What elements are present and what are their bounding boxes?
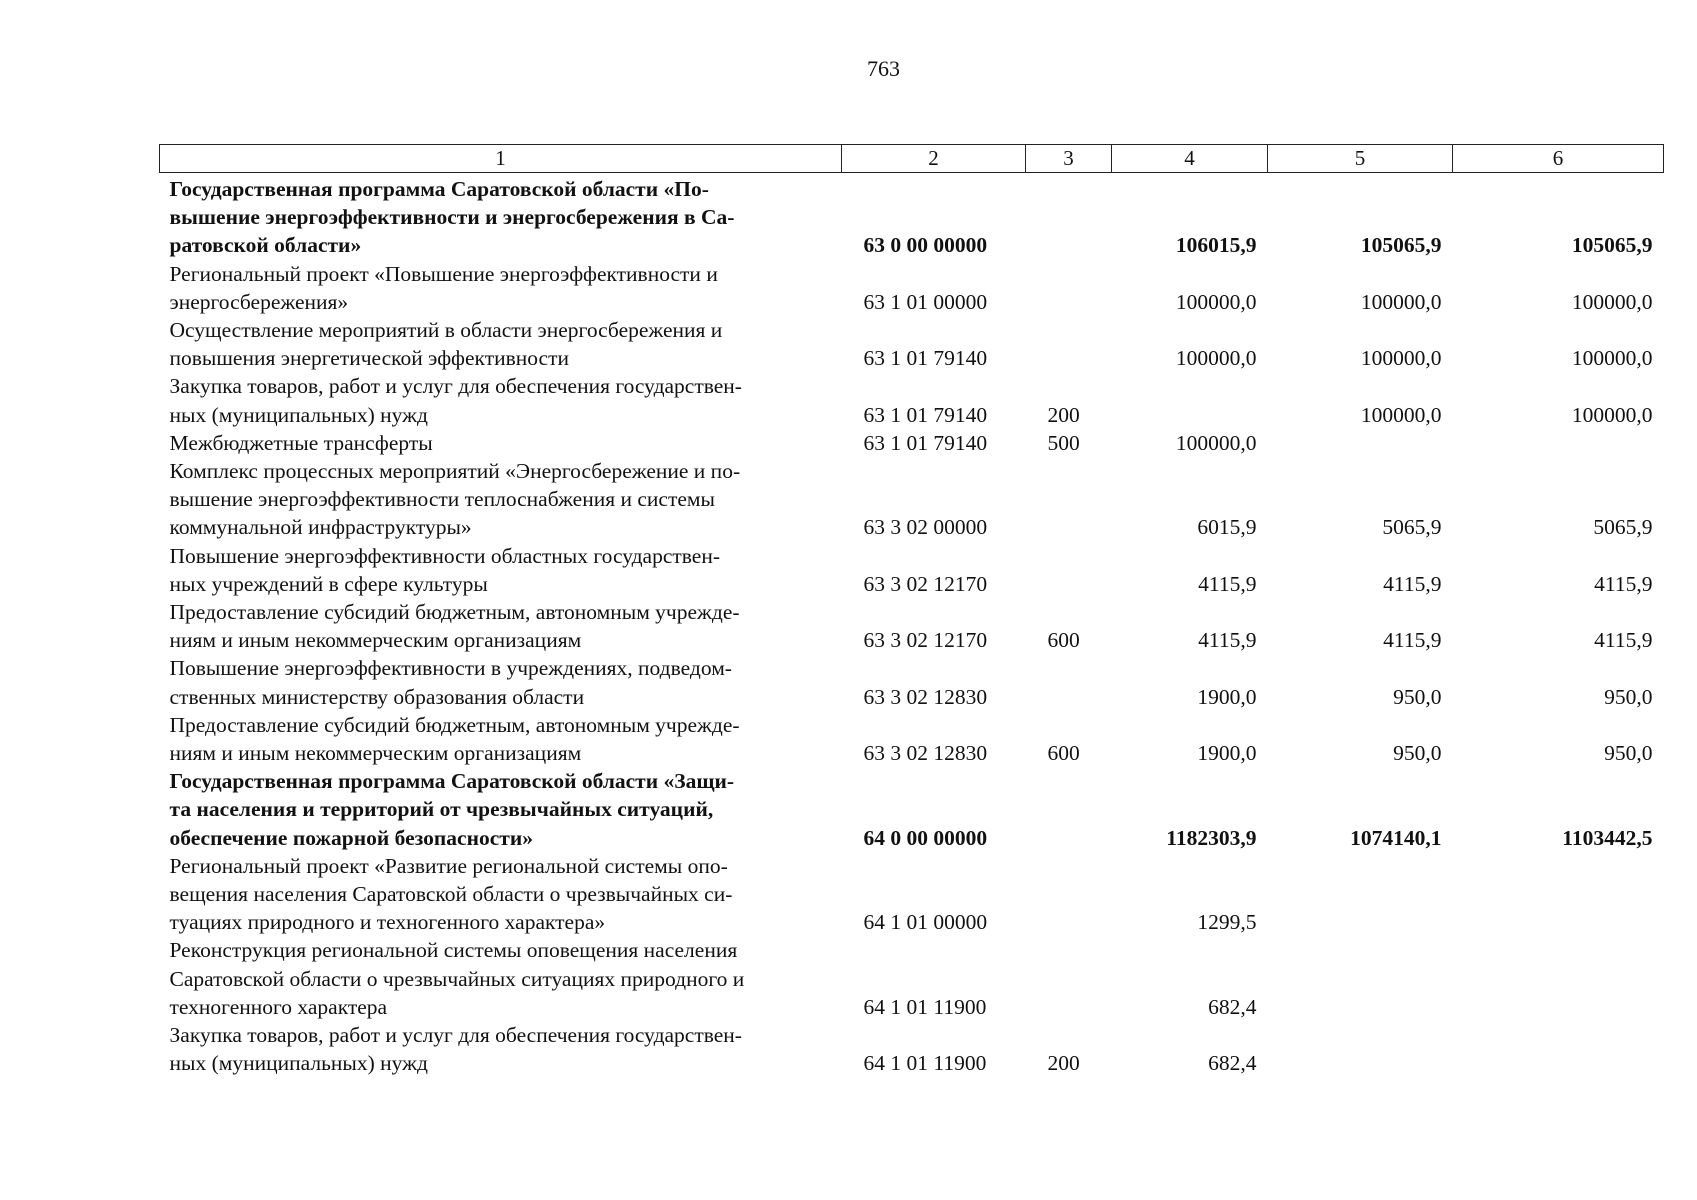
row-code: 63 3 02 12170 [863,571,988,596]
row-code: 63 3 02 00000 [863,515,988,540]
row-value-col6: 950,0 [1604,741,1653,766]
row-value-col5 [1268,429,1453,457]
row-expense-type [1026,767,1112,852]
row-value-col6 [1453,852,1664,937]
row-name-line: вышение энергоэффективности и энергосбережения в Са- [169,205,735,230]
row-code: 63 3 02 12170 [863,628,988,653]
row-name-line: энергосбережения» [169,289,349,314]
row-value-col5: 950,0 [1393,684,1442,709]
row-name [160,852,842,937]
row-value-col6 [1453,429,1664,457]
row-value-col4: 1900,0 [1197,684,1257,709]
row-value-col4: 4115,9 [1198,628,1257,653]
row-value-col4: 100000,0 [1175,430,1257,455]
row-name-line: ратовской области» [169,233,362,258]
row-expense-type [1026,260,1112,316]
row-expense-type: 600 [1047,741,1080,766]
row-name-line: вышение энергоэффективности теплоснабжения и системы [169,487,715,512]
row-expense-type [1026,457,1112,542]
row-name-line: Саратовской области о чрезвычайных ситуациях природного и [169,966,745,991]
row-expense-type [1026,654,1112,710]
table-row [160,457,1664,542]
row-value-col6: 105065,9 [1571,233,1653,258]
row-name-line: Предоставление субсидий бюджетным, автономным учрежде- [169,712,740,737]
row-name-line: Государственная программа Саратовской области «Защи- [169,769,735,794]
row-name [160,260,842,316]
row-name-line: Региональный проект «Повышение энергоэффективности и [169,261,718,286]
row-value-col5: 5065,9 [1382,515,1442,540]
header-row [160,145,1664,173]
row-value-col4: 4115,9 [1198,571,1257,596]
row-value-col4: 1299,5 [1197,910,1257,935]
row-value-col4: 100000,0 [1175,346,1257,371]
row-code: 63 1 01 79140 [863,346,988,371]
table-row [160,711,1664,767]
row-value-col4: 1182303,9 [1166,825,1257,850]
table-body [160,173,1664,1078]
row-name [160,429,842,457]
header-col-3: 3 [1026,145,1112,173]
row-expense-type [1026,852,1112,937]
row-name [160,936,842,1021]
row-name-line: ниям и иным некоммерческим организациям [169,741,582,766]
row-name [160,316,842,372]
row-name-line: Закупка товаров, работ и услуг для обеспечения государствен- [169,1023,742,1048]
row-value-col5: 950,0 [1393,741,1442,766]
table-row [160,542,1664,598]
header-col-4: 4 [1112,145,1268,173]
table-row [160,852,1664,937]
row-code: 63 0 00 00000 [863,233,988,258]
row-code: 63 3 02 12830 [863,684,988,709]
table-header [160,145,1664,173]
header-col-6: 6 [1453,145,1664,173]
row-name-line: ственных министерству образования области [169,684,585,709]
row-name [160,1021,842,1077]
row-name [160,654,842,710]
row-value-col5 [1268,852,1453,937]
table-row [160,372,1664,428]
row-value-col6: 100000,0 [1571,289,1653,314]
row-value-col5: 105065,9 [1360,233,1442,258]
row-value-col6: 4115,9 [1594,628,1653,653]
row-name-line: Межбюджетные трансферты [169,430,433,455]
row-name [160,173,842,260]
header-col-2: 2 [842,145,1026,173]
row-value-col4: 682,4 [1208,994,1257,1019]
row-name-line: техногенного характера [169,994,388,1019]
row-value-col4: 100000,0 [1175,289,1257,314]
row-name-line: та населения и территорий от чрезвычайных ситуаций, [169,797,714,822]
row-name-line: ных (муниципальных) нужд [169,1051,428,1076]
row-value-col4 [1112,372,1268,428]
row-value-col5: 4115,9 [1383,628,1442,653]
row-code: 64 1 01 11900 [863,1051,987,1076]
row-expense-type [1026,542,1112,598]
row-name [160,372,842,428]
table-row [160,936,1664,1021]
row-name [160,711,842,767]
row-value-col5: 100000,0 [1360,402,1442,427]
row-code: 63 1 01 00000 [863,289,988,314]
row-expense-type: 500 [1047,430,1080,455]
row-code: 63 1 01 79140 [863,402,988,427]
row-value-col5: 100000,0 [1360,346,1442,371]
row-value-col6: 100000,0 [1571,402,1653,427]
row-value-col4: 1900,0 [1197,741,1257,766]
page-number: 763 [867,56,900,81]
row-code: 64 1 01 11900 [863,994,987,1019]
row-code: 63 1 01 79140 [863,430,988,455]
row-name-line: Комплекс процессных мероприятий «Энергосбережение и по- [169,459,741,484]
row-code: 64 1 01 00000 [863,910,988,935]
row-value-col4: 682,4 [1208,1051,1257,1076]
row-code: 63 3 02 12830 [863,741,988,766]
row-name-line: Повышение энергоэффективности областных государствен- [169,543,720,568]
table-row [160,767,1664,852]
row-expense-type: 200 [1047,1051,1080,1076]
row-value-col6: 100000,0 [1571,346,1653,371]
row-name-line: туациях природного и техногенного характера» [169,910,606,935]
row-name-line: повышения энергетической эффективности [169,346,569,371]
row-expense-type [1026,173,1112,260]
row-name-line: коммунальной инфраструктуры» [169,515,472,540]
row-name-line: Реконструкция региональной системы оповещения населения [169,938,738,963]
table-row [160,1021,1664,1077]
row-value-col5: 1074140,1 [1350,825,1442,850]
row-value-col6 [1453,936,1664,1021]
table-row [160,316,1664,372]
row-expense-type: 600 [1047,628,1080,653]
row-name-line: ниям и иным некоммерческим организациям [169,628,582,653]
header-col-5: 5 [1268,145,1453,173]
row-code: 64 0 00 00000 [863,825,988,850]
row-value-col5: 4115,9 [1383,571,1442,596]
row-name-line: ных (муниципальных) нужд [169,402,428,427]
row-value-col5 [1268,1021,1453,1077]
row-name-line: вещения населения Саратовской области о чрезвычайных си- [169,882,733,907]
row-value-col6 [1453,1021,1664,1077]
row-expense-type [1026,936,1112,1021]
row-name-line: Предоставление субсидий бюджетным, автономным учрежде- [169,600,740,625]
row-value-col6: 950,0 [1604,684,1653,709]
row-name-line: обеспечение пожарной безопасности» [169,825,533,850]
row-name-line: Закупка товаров, работ и услуг для обеспечения государствен- [169,374,742,399]
row-value-col6: 5065,9 [1593,515,1653,540]
row-value-col4: 6015,9 [1197,515,1257,540]
table-row [160,654,1664,710]
table-row [160,260,1664,316]
row-name-line: Региональный проект «Развитие региональной системы опо- [169,853,728,878]
table-row [160,598,1664,654]
row-value-col5 [1268,936,1453,1021]
header-col-1: 1 [160,145,842,173]
table-row [160,173,1664,260]
row-name [160,457,842,542]
table-row [160,429,1664,457]
row-name [160,767,842,852]
budget-table [159,144,1664,1078]
row-name-line: ных учреждений в сфере культуры [169,571,488,596]
row-name [160,598,842,654]
row-name-line: Повышение энергоэффективности в учреждениях, подведом- [169,656,732,681]
row-value-col4: 106015,9 [1175,233,1257,258]
row-value-col6: 1103442,5 [1562,825,1653,850]
row-expense-type: 200 [1047,402,1080,427]
row-name-line: Осуществление мероприятий в области энергосбережения и [169,318,723,343]
row-name-line: Государственная программа Саратовской области «По- [169,177,709,201]
row-value-col6: 4115,9 [1594,571,1653,596]
row-name [160,542,842,598]
row-expense-type [1026,316,1112,372]
row-value-col5: 100000,0 [1360,289,1442,314]
